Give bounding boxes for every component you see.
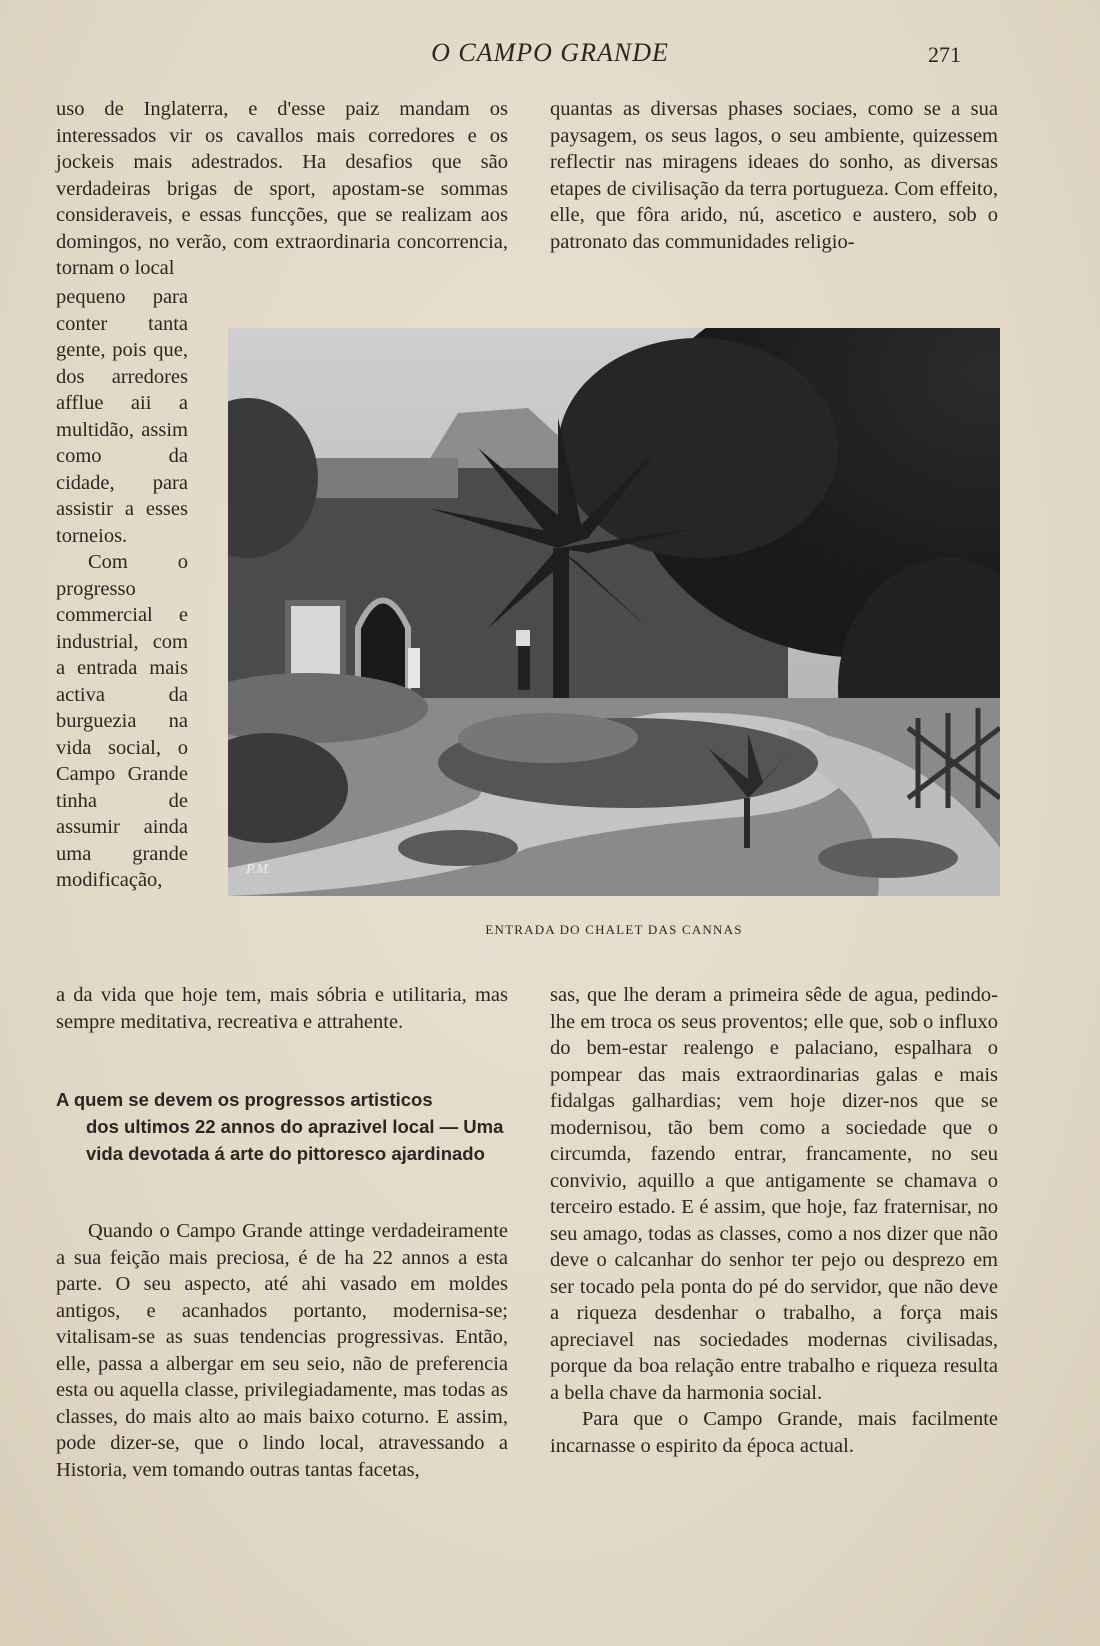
narrow-paragraph-1: pequeno para conter tanta gente, pois que, dos arredores afflue aii a multidão, assim como da cidade, para assistir a esses torneios. bbox=[56, 286, 188, 547]
photo-caption: ENTRADA DO CHALET DAS CANNAS bbox=[485, 922, 743, 937]
left-column-bottom bbox=[56, 982, 508, 1035]
section-heading-first-line: A quem se devem os progressos artisticos bbox=[56, 1089, 433, 1110]
running-title: O CAMPO GRANDE bbox=[431, 38, 669, 67]
left-narrow-column bbox=[56, 284, 188, 894]
left-top-paragraph: uso de Inglaterra, e d'esse paiz mandam os interessados vir os cavallos mais corredores e os jockeis mais adestrados. Ha desafios que são verdadeiras brigas de sport, apostam-se sommas consideraveis, e essas funcções, que se realizam aos domingos, no verão, com extraordinaria concorrencia, tornam o local bbox=[56, 98, 508, 279]
right-top-paragraph: quantas as diversas phases sociaes, como se a sua paysagem, os seus lagos, o seu ambiente, quizessem reflectir nas miragens ideaes do sonho, as diversas etapes de civilisação da terra portugueza. Com effeito, elle, que fôra arido, nú, ascetico e austero, sob o patronato das communidades religio- bbox=[550, 98, 998, 253]
garden-photograph bbox=[228, 328, 1000, 896]
right-column-top bbox=[550, 96, 998, 255]
right-bottom-paragraph-2: Para que o Campo Grande, mais facilmente incarnasse o espirito da época actual. bbox=[550, 1408, 998, 1457]
left-column-top bbox=[56, 96, 508, 282]
section-heading-rest: dos ultimos 22 annos do aprazivel local — Uma vida devotada á arte do pittoresco ajardinado bbox=[86, 1116, 504, 1164]
left-column-body bbox=[56, 1218, 508, 1483]
section-heading bbox=[56, 1086, 508, 1167]
narrow-paragraph-2: Com o progresso commercial e industrial, com a entrada mais activa da burguezia na vida social, o Campo Grande tinha de assumir ainda uma grande modificação, bbox=[56, 551, 188, 891]
page-number: 271 bbox=[928, 42, 961, 67]
right-bottom-paragraph-1: sas, que lhe deram a primeira sêde de agua, pedindo-lhe em troca os seus proventos; elle que, sob o influxo do bem-estar realengo e palaciano, espalhara o pompear das mais extraordinarias galas e mais fidalgas galhardias; vem hoje dizer-nos que se modernisou, tão bem como a sociedade que o circumda, fazendo entrar, francamente, no seu convivio, aquillo a que antigamente se chamava o terceiro estado. E é assim, que hoje, faz fraternisar, no seu amago, todas as classes, como a nos dizer que não deve o calcanhar do senhor ter pejo ou desprezo em ser tocado pela ponta do pé do servidor, que não deve a riqueza desdenhar o trabalho, a força mais apreciavel nas sociedades modernas civilisadas, porque da boa relação entre trabalho e riqueza resulta a bella chave da harmonia social. bbox=[550, 984, 998, 1404]
left-bottom-paragraph: a da vida que hoje tem, mais sóbria e utilitaria, mas sempre meditativa, recreativa e attrahente. bbox=[56, 984, 508, 1033]
right-column-bottom bbox=[550, 982, 998, 1459]
left-body-paragraph: Quando o Campo Grande attinge verdadeiramente a sua feição mais preciosa, é de ha 22 annos a esta parte. O seu aspecto, até ahi vasado em moldes antigos, e acanhados portanto, modernisa-se; vitalisam-se as suas tendencias progressivas. Então, elle, passa a albergar em seu seio, não de preferencia esta ou aquella classe, privilegiadamente, mas todas as classes, do mais alto ao mais baixo coturno. E assim, pode dizer-se, que o lindo local, atravessando a Historia, vem tomando outras tantas facetas, bbox=[56, 1220, 508, 1481]
photo-signature: P.M. bbox=[246, 862, 272, 877]
